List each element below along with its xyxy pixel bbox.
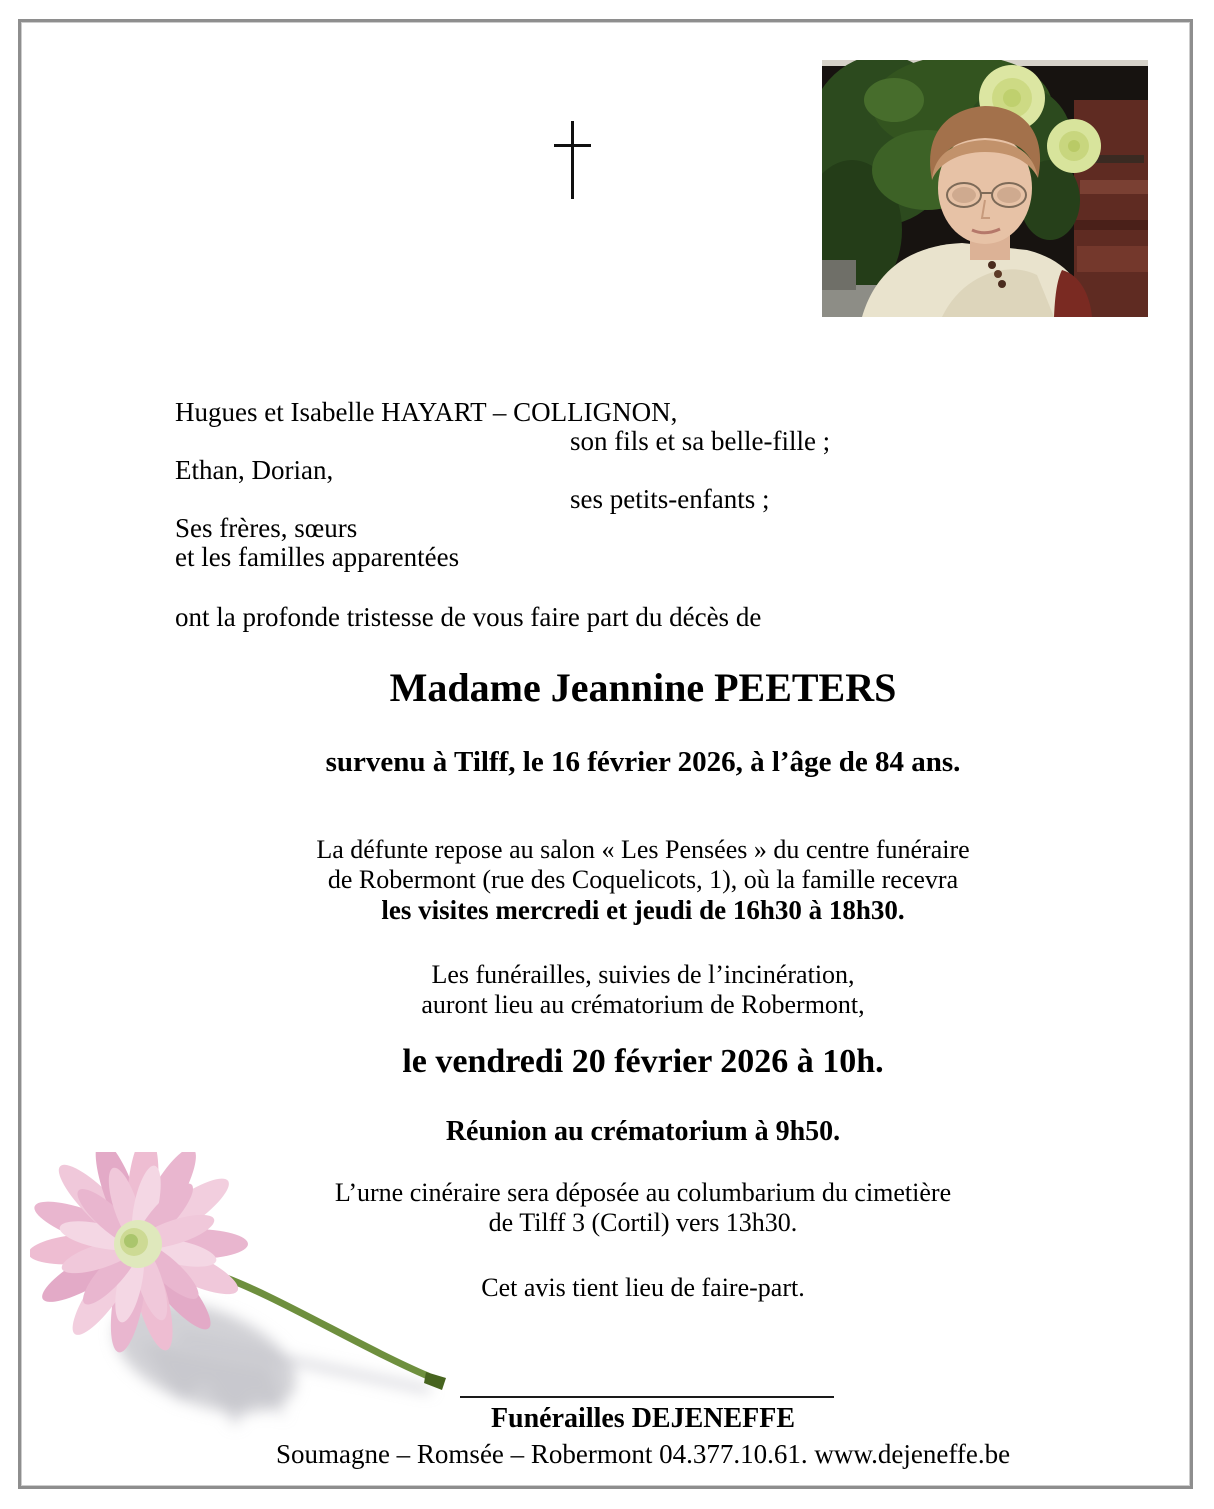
funeral-paragraph — [250, 960, 1036, 1020]
cross-vertical-bar — [571, 121, 574, 199]
visitation-line-2: de Robermont (rue des Coquelicots, 1), où la famille recevra — [327, 865, 959, 894]
footer-divider-line — [460, 1396, 834, 1398]
family-relation-line: ses petits-enfants ; — [570, 484, 770, 514]
urn-line-1: L’urne cinéraire sera déposée au columbarium du cimetière — [334, 1178, 952, 1207]
funeral-line-1: Les funérailles, suivies de l’incinération, — [431, 960, 855, 989]
visitation-paragraph — [250, 835, 1036, 925]
portrait-photo-graphic — [822, 60, 1148, 317]
funeral-home-name: Funérailles DEJENEFFE — [490, 1403, 796, 1434]
urn-line-2: de Tilff 3 (Cortil) vers 13h30. — [488, 1208, 798, 1237]
meeting-time: Réunion au crématorium à 9h50. — [445, 1116, 841, 1147]
family-relation-line: son fils et sa belle-fille ; — [570, 426, 831, 456]
announcement-sentence: ont la profonde tristesse de vous faire part du décès de — [175, 602, 762, 632]
funeral-line-2: auront lieu au crématorium de Robermont, — [421, 990, 865, 1019]
faire-part-notice: Cet avis tient lieu de faire-part. — [481, 1273, 805, 1302]
cross-horizontal-bar — [554, 144, 591, 147]
family-list — [175, 398, 895, 572]
family-line: Hugues et Isabelle HAYART – COLLIGNON, — [175, 397, 678, 427]
family-line: Ses frères, sœurs — [175, 513, 358, 543]
death-date-line: survenu à Tilff, le 16 février 2026, à l’âge de 84 ans. — [325, 746, 961, 778]
funeral-date: le vendredi 20 février 2026 à 10h. — [402, 1043, 884, 1080]
family-line: et les familles apparentées — [175, 542, 460, 572]
deceased-portrait-photo — [822, 60, 1148, 317]
deceased-name: Madame Jeannine PEETERS — [389, 665, 897, 710]
funeral-home-contact: Soumagne – Romsée – Robermont 04.377.10.61. www.dejeneffe.be — [275, 1439, 1011, 1469]
visitation-hours: les visites mercredi et jeudi de 16h30 à 18h30. — [381, 895, 905, 925]
visitation-line-1: La défunte repose au salon « Les Pensées » du centre funéraire — [316, 835, 970, 864]
family-line: Ethan, Dorian, — [175, 455, 334, 485]
